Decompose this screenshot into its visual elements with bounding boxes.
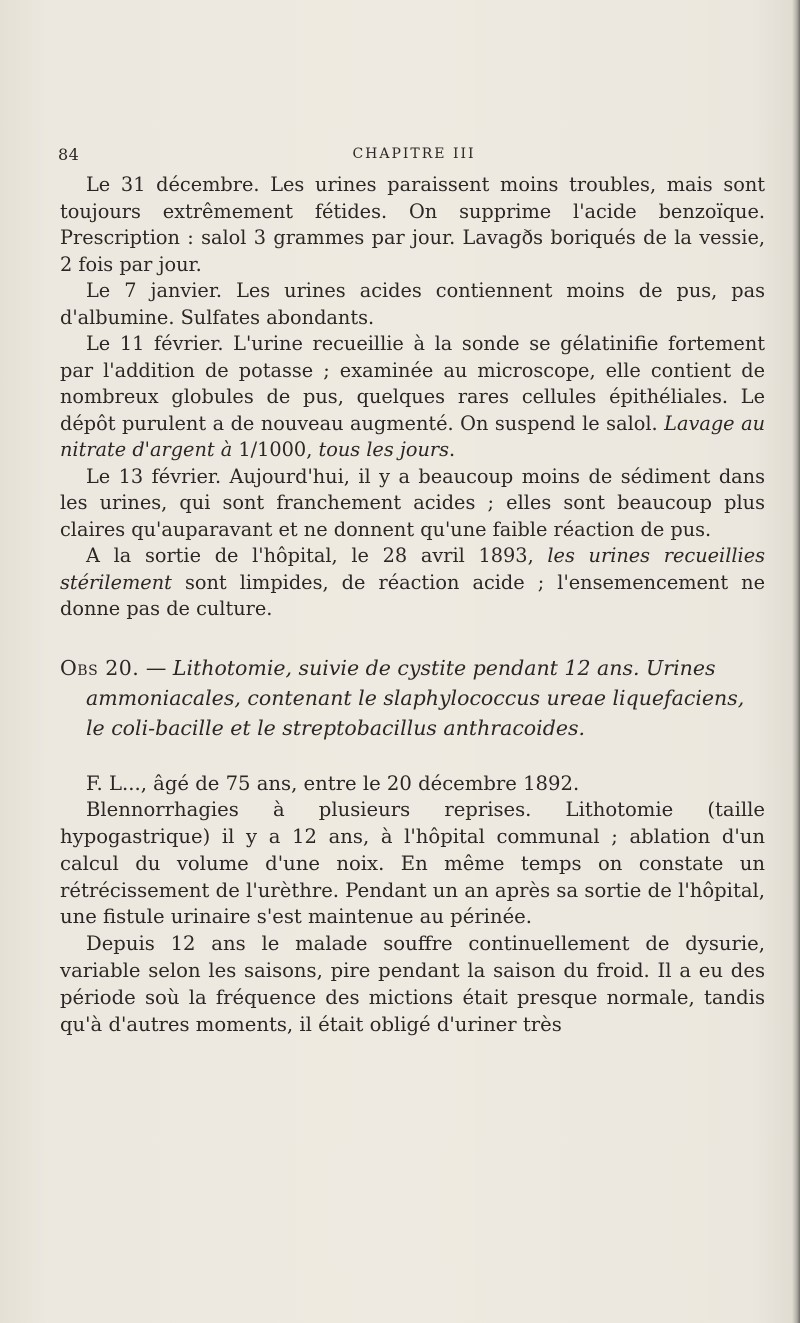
italic-run: les urines recueillies stérilement [60,544,765,594]
observation-dash: — [139,655,173,680]
body-text [60,172,765,1038]
italic-run: tous les jours [318,438,449,461]
case-section [60,771,765,1039]
paragraph: Le 13 février. Aujourd'hui, il y a beaucoup moins de sédiment dans les urines, qui sont franchement acides ; elles sont beaucoup plus claires qu'auparavant et ne donnent qu'une faible réaction de pus. [60,464,765,541]
page-header [58,145,758,165]
paragraph: F. L..., âgé de 75 ans, entre le 20 décembre 1892. [86,771,580,795]
paragraph: Blennorrhagies à plusieurs reprises. Lithotomie (taille hypogastrique) il y a 12 ans, à l'hôpital communal ; ablation d'un calcul du volume d'une noix. En même temps on constate un rétrécissement de l'urèthre. Pendant un an après sa sortie de l'hôpital, une fistule urinaire s'est maintenue au périnée. [60,798,765,929]
text-run: sont limpides, de réaction acide ; l'ensemencement ne donne pas de culture. [60,570,765,620]
paragraph [60,543,765,623]
page-number: 84 [58,145,80,164]
paragraph: Le 31 décembre. Les urines paraissent moins troubles, mais sont toujours extrêmement fétides. On supprime l'acide benzoïque. Prescription : salol 3 grammes par jour. Lavagðs boriqués de la vessie, 2 fois par jour. [60,173,765,276]
paragraph: Le 7 janvier. Les urines acides contiennent moins de pus, pas d'albumine. Sulfates abondants. [60,279,765,329]
running-head: CHAPITRE III [352,146,476,162]
text-run: 1/1000, [232,438,319,461]
italic-run: Lavage au nitrate d'argent à [60,411,765,461]
observation-label: Obs 20. [60,655,140,680]
text-run: . [448,438,456,461]
observation-title: Lithotomie, suivie de cystite pendant 12 ans. Urines ammoniacales, contenant le slaphylococcus ureae liquefaciens, le coli-bacille et le streptobacillus anthracoides. [86,655,745,740]
page-edge-shadow [792,0,800,1323]
paragraph [60,331,765,464]
paragraph: Depuis 12 ans le malade souffre continuellement de dysurie, variable selon les saisons, pire pendant la saison du froid. Il a eu des période soù la fréquence des mictions était presque normale, tandis qu'à d'autres moments, il était obligé d'uriner très [60,932,765,1036]
observation-heading [60,653,765,743]
text-run: Le 11 février. L'urine recueillie à la sonde se gélatinifie fortement par l'addition de potasse ; examinée au microscope, elle contient de nombreux globules de pus, quelques rares cellules épithéliales. Le dépôt purulent a de nouveau augmenté. On suspend le salol. [60,332,765,435]
text-run: A la sortie de l'hôpital, le 28 avril 1893, [86,544,548,567]
